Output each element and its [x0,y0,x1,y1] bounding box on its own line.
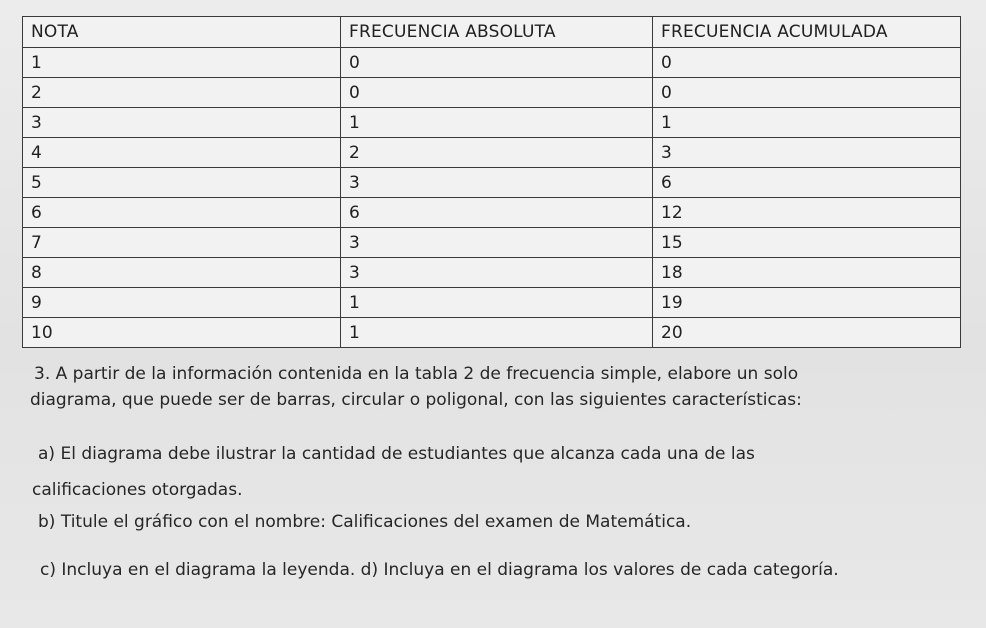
cell-frecuencia-absoluta: 1 [341,288,653,318]
cell-nota: 2 [23,78,341,108]
table-row [23,108,961,138]
cell-nota: 8 [23,258,341,288]
frequency-table [22,16,961,348]
item-c-d: c) Incluya en el diagrama la leyenda. d) Incluya en el diagrama los valores de cada categoría. [40,560,839,580]
cell-frecuencia-absoluta: 3 [341,168,653,198]
cell-nota: 1 [23,48,341,78]
cell-frecuencia-absoluta: 0 [341,48,653,78]
table-row [23,288,961,318]
cell-frecuencia-absoluta: 3 [341,228,653,258]
cell-nota: 3 [23,108,341,138]
item-a-line-2: calificaciones otorgadas. [32,480,243,500]
cell-nota: 6 [23,198,341,228]
header-frecuencia-acumulada: FRECUENCIA ACUMULADA [653,17,961,48]
header-nota: NOTA [23,17,341,48]
instruction-line-2: diagrama, que puede ser de barras, circular o poligonal, con las siguientes características: [30,390,802,410]
table-row [23,48,961,78]
cell-frecuencia-absoluta: 3 [341,258,653,288]
table-row [23,198,961,228]
cell-frecuencia-acumulada: 12 [653,198,961,228]
cell-frecuencia-acumulada: 0 [653,78,961,108]
table-row [23,228,961,258]
cell-nota: 4 [23,138,341,168]
table-row [23,78,961,108]
instruction-line-1: 3. A partir de la información contenida en la tabla 2 de frecuencia simple, elabore un solo [34,364,799,384]
cell-frecuencia-acumulada: 3 [653,138,961,168]
cell-frecuencia-acumulada: 6 [653,168,961,198]
item-a-line-1: a) El diagrama debe ilustrar la cantidad de estudiantes que alcanza cada una de las [38,444,755,464]
table-row [23,318,961,348]
cell-frecuencia-acumulada: 0 [653,48,961,78]
cell-frecuencia-absoluta: 2 [341,138,653,168]
cell-nota: 5 [23,168,341,198]
cell-frecuencia-acumulada: 15 [653,228,961,258]
cell-frecuencia-absoluta: 1 [341,108,653,138]
cell-nota: 7 [23,228,341,258]
cell-frecuencia-acumulada: 19 [653,288,961,318]
table-row [23,138,961,168]
header-frecuencia-absoluta: FRECUENCIA ABSOLUTA [341,17,653,48]
cell-frecuencia-acumulada: 20 [653,318,961,348]
cell-frecuencia-absoluta: 6 [341,198,653,228]
cell-nota: 10 [23,318,341,348]
cell-frecuencia-acumulada: 18 [653,258,961,288]
item-b: b) Titule el gráfico con el nombre: Calificaciones del examen de Matemática. [38,512,692,532]
cell-nota: 9 [23,288,341,318]
table-row [23,168,961,198]
table-header-row [23,17,961,48]
cell-frecuencia-acumulada: 1 [653,108,961,138]
cell-frecuencia-absoluta: 1 [341,318,653,348]
table-row [23,258,961,288]
cell-frecuencia-absoluta: 0 [341,78,653,108]
